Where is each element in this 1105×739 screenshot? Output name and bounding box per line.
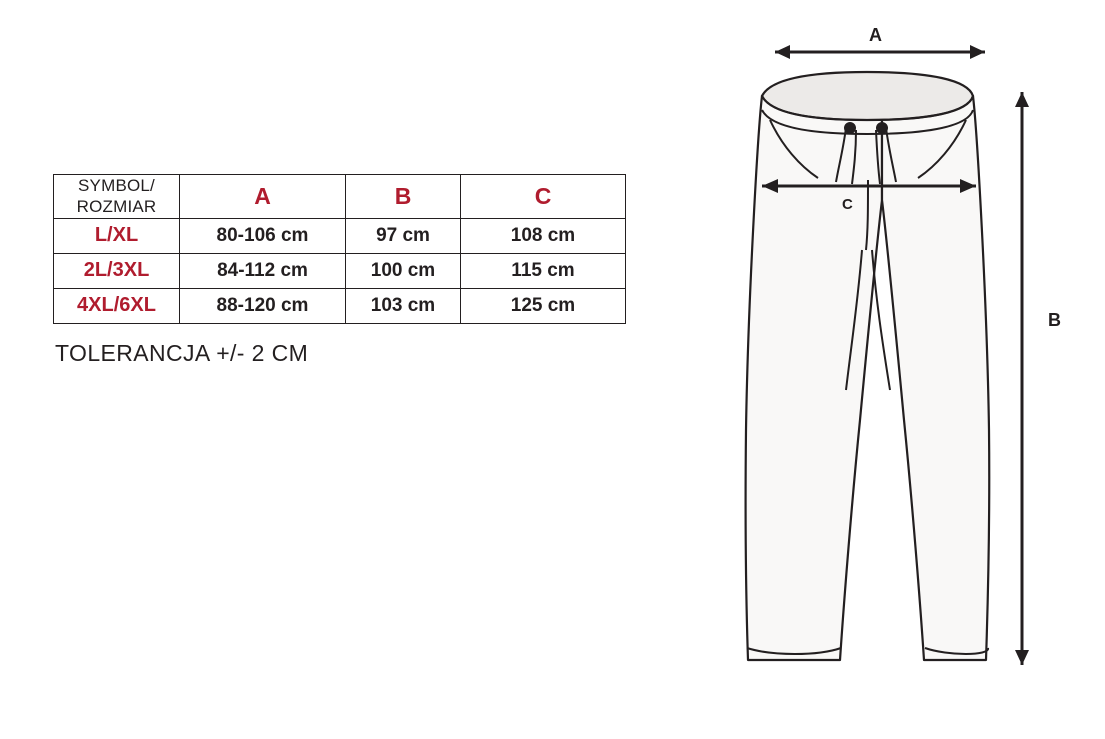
size-chart-table [53, 174, 626, 324]
dimension-arrow-b [1015, 92, 1029, 665]
dimension-label-a: A [869, 25, 882, 45]
row-size-label: 2L/3XL [54, 253, 180, 288]
row-value-a: 88-120 cm [180, 288, 346, 323]
dimension-label-c: C [842, 196, 853, 213]
header-symbol-line2: ROZMIAR [76, 197, 157, 217]
row-value-a: 84-112 cm [180, 253, 346, 288]
row-value-b: 100 cm [346, 253, 461, 288]
pants-technical-drawing [700, 0, 1105, 734]
header-column-b: B [346, 175, 461, 219]
table-row [54, 253, 626, 288]
dimension-arrow-a [775, 45, 985, 59]
table-row [54, 218, 626, 253]
dimension-label-b: B [1048, 310, 1061, 330]
row-value-c: 115 cm [461, 253, 626, 288]
pants-diagram [700, 0, 1105, 734]
row-value-b: 103 cm [346, 288, 461, 323]
row-size-label: L/XL [54, 218, 180, 253]
tolerance-note: TOLERANCJA +/- 2 CM [55, 340, 309, 366]
row-value-a: 80-106 cm [180, 218, 346, 253]
size-table [53, 174, 626, 324]
row-value-c: 125 cm [461, 288, 626, 323]
row-size-label: 4XL/6XL [54, 288, 180, 323]
header-symbol-size [54, 175, 180, 219]
table-header-row [54, 175, 626, 219]
table-row [54, 288, 626, 323]
row-value-b: 97 cm [346, 218, 461, 253]
row-value-c: 108 cm [461, 218, 626, 253]
header-column-c: C [461, 175, 626, 219]
header-symbol-line1: SYMBOL/ [78, 176, 155, 195]
header-column-a: A [180, 175, 346, 219]
